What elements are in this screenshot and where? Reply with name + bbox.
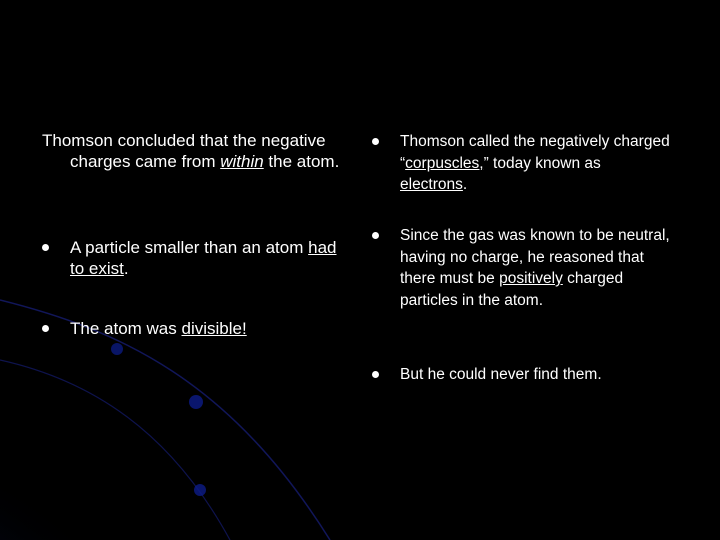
- bullet-icon: [42, 325, 49, 332]
- bullet-item: [372, 225, 672, 311]
- bullet-item: [42, 237, 342, 279]
- bullet-text: Since the gas was known to be neutral, having no charge, he reasoned that there must be positively charged particles in the atom.: [400, 227, 670, 309]
- underlined-text: positively: [499, 270, 563, 287]
- bullet-icon: [372, 371, 379, 378]
- underlined-text: had to exist: [70, 238, 337, 278]
- underlined-text: electrons: [400, 176, 463, 193]
- underlined-text: corpuscles,: [405, 154, 484, 172]
- bullet-item: [372, 131, 672, 196]
- bullet-item: [372, 364, 672, 386]
- intro-text: Thomson concluded that the negative charges came from: [42, 131, 326, 171]
- bullet-text: But he could never find them.: [400, 366, 602, 383]
- orb-1: [111, 343, 123, 355]
- bullet-icon: [372, 138, 379, 145]
- bullet-icon: [42, 244, 49, 251]
- bullet-text: The atom was divisible!: [70, 319, 247, 338]
- bullet-icon: [372, 232, 379, 239]
- orb-2: [189, 395, 203, 409]
- bullet-text: A particle smaller than an atom had to exist.: [70, 238, 337, 278]
- orb-3: [194, 484, 206, 496]
- intro-text-end: the atom.: [263, 152, 340, 171]
- underlined-text: divisible!: [181, 319, 247, 338]
- bullet-item: [42, 318, 342, 339]
- intro-emphasis: within: [220, 152, 264, 171]
- intro-paragraph: [42, 130, 370, 172]
- bullet-text: Thomson called the negatively charged “corpuscles,” today known as electrons.: [400, 133, 670, 193]
